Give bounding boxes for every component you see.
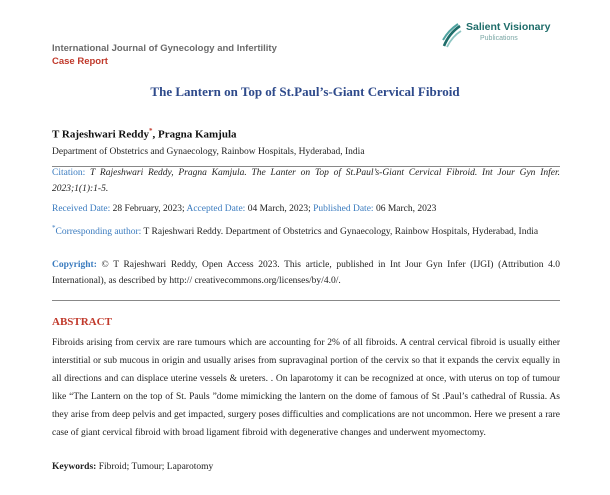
corresponding-text: T Rajeshwari Reddy. Department of Obstetrics and Gynaecology, Rainbow Hospitals, Hyderabad, India bbox=[143, 227, 539, 238]
publisher-logo-icon bbox=[442, 22, 462, 48]
citation-label: Citation: bbox=[52, 168, 86, 178]
corresponding-mark-2: * bbox=[52, 224, 56, 232]
article-title: The Lantern on Top of St.Paul’s-Giant Cervical Fibroid bbox=[150, 84, 460, 99]
abstract-text: Fibroids arising from cervix are rare tumours which are accounting for 2% of all fibroids. A central cervical fibroid is usually either interstitial or sub mucous in origin and usually arises from supravaginal portion of the cervix so that it expands the cervix equally in all directions and can displace uterine vessels & ureters. . On laparotomy it can be recognized at once, with uterus on top of tumour like “The Lantern on the top of St. Pauls ”dome mimicking the lantern on the dome of famous of St .Paul’s cathedral of Russia. As they arise from deep pelvis and get impacted, surgery poses difficulties and complications are not uncommon. Here we present a rare case of giant cervical fibroid with broad ligament fibroid with degenerative changes and underwent myomectomy. bbox=[52, 338, 560, 438]
copyright-label: Copyright: bbox=[52, 260, 97, 270]
article-type: Case Report bbox=[52, 56, 108, 67]
dates-line bbox=[52, 201, 560, 217]
accepted-label: Accepted Date: bbox=[186, 204, 246, 214]
keywords-label: Keywords: bbox=[52, 462, 97, 472]
journal-name: International Journal of Gynecology and Infertility bbox=[52, 43, 277, 54]
corresponding-mark: * bbox=[148, 127, 153, 135]
author-secondary: , Pragna Kamjula bbox=[152, 128, 237, 141]
author-primary: T Rajeshwari Reddy bbox=[52, 128, 149, 141]
affiliation: Department of Obstetrics and Gynaecology, Rainbow Hospitals, Hyderabad, India bbox=[52, 147, 365, 157]
corresponding-block bbox=[52, 220, 560, 240]
publisher-logo bbox=[442, 22, 550, 48]
abstract-heading: ABSTRACT bbox=[52, 316, 112, 328]
corresponding-label: Corresponding author: bbox=[55, 227, 142, 238]
author-list bbox=[52, 127, 237, 141]
published-date: 06 March, 2023 bbox=[375, 204, 437, 214]
divider-bottom bbox=[52, 300, 560, 301]
keywords-text: Fibroid; Tumour; Laparotomy bbox=[98, 462, 214, 472]
publisher-subtitle: Publications bbox=[480, 34, 518, 42]
received-date: 28 February, 2023; bbox=[112, 204, 185, 214]
copyright-text: © T Rajeshwari Reddy, Open Access 2023. This article, published in Int Jour Gyn Infer (IJGI) (Attribution 4.0 International), as described by http:// creativecommons.org/licenses/by/4.0/. bbox=[52, 260, 560, 286]
received-label: Received Date: bbox=[52, 204, 111, 214]
citation-block bbox=[52, 165, 560, 197]
keywords-line bbox=[52, 462, 213, 472]
publisher-name: Salient Visionary bbox=[466, 21, 551, 33]
copyright-block bbox=[52, 257, 560, 289]
citation-text: T Rajeshwari Reddy, Pragna Kamjula. The Lanter on Top of St.Paul’s-Giant Cervical Fibroid. Int Jour Gyn Infer. 2023;1(1):1-5. bbox=[52, 168, 560, 194]
published-label: Published Date: bbox=[313, 204, 374, 214]
accepted-date: 04 March, 2023; bbox=[247, 204, 311, 214]
